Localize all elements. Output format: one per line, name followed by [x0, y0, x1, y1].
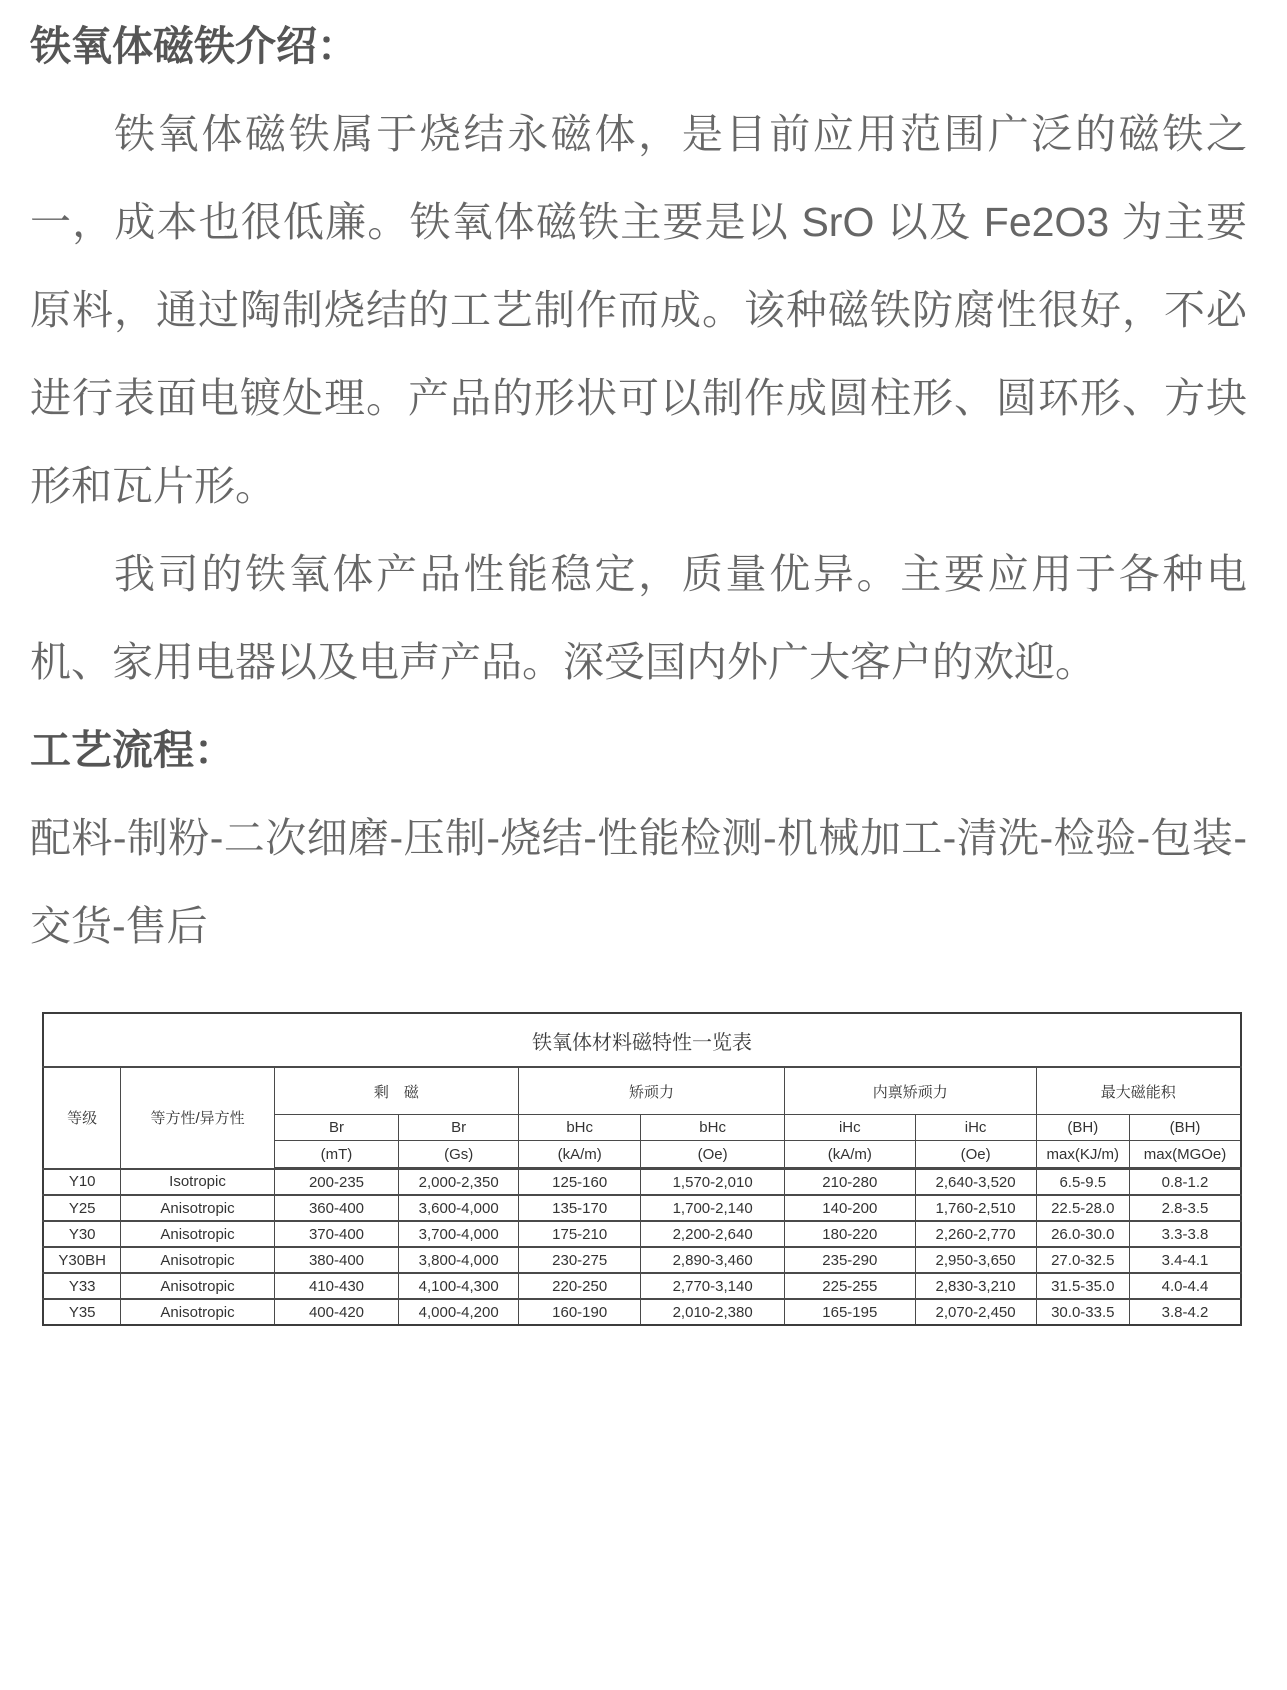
- process-heading: 工艺流程：: [30, 727, 235, 773]
- unit-header: (mT): [274, 1141, 399, 1169]
- unit-header: max(MGOe): [1130, 1141, 1241, 1169]
- group-header-intrinsic-coercivity: 内禀矫顽力: [785, 1067, 1037, 1115]
- table-row-y33: [43, 1273, 1241, 1299]
- group-header-max-energy-product: 最大磁能积: [1036, 1067, 1241, 1115]
- table-cell: 4.0-4.4: [1130, 1273, 1241, 1299]
- table-cell: 4,000-4,200: [399, 1299, 519, 1325]
- table-cell: 2,260-2,770: [915, 1221, 1036, 1247]
- table-cell: 3,700-4,000: [399, 1221, 519, 1247]
- table-cell: 235-290: [785, 1247, 916, 1273]
- group-header-remanence: 剩 磁: [274, 1067, 518, 1115]
- table-cell: 2,770-3,140: [641, 1273, 785, 1299]
- table-cell: Anisotropic: [121, 1195, 274, 1221]
- table-container: [42, 1012, 1247, 1326]
- table-cell: 370-400: [274, 1221, 399, 1247]
- sub-header: iHc: [785, 1115, 916, 1141]
- table-cell: Isotropic: [121, 1169, 274, 1196]
- table-row-y25: [43, 1195, 1241, 1221]
- table-group-header-row: [43, 1067, 1241, 1115]
- unit-header: (Oe): [915, 1141, 1036, 1169]
- sub-header: Br: [399, 1115, 519, 1141]
- table-cell: 2,000-2,350: [399, 1169, 519, 1196]
- table-cell: Y25: [43, 1195, 121, 1221]
- table-cell: Anisotropic: [121, 1299, 274, 1325]
- table-cell: 4,100-4,300: [399, 1273, 519, 1299]
- table-cell: 410-430: [274, 1273, 399, 1299]
- col-header-isotropy: 等方性/异方性: [121, 1067, 274, 1169]
- unit-header: (Gs): [399, 1141, 519, 1169]
- intro-paragraph-2: 我司的铁氧体产品性能稳定，质量优异。主要应用于各种电机、家用电器以及电声产品。深受国内外广大客户的欢迎。: [30, 551, 1247, 685]
- table-cell: 1,570-2,010: [641, 1169, 785, 1196]
- table-cell: Y30: [43, 1221, 121, 1247]
- table-cell: 2,950-3,650: [915, 1247, 1036, 1273]
- table-cell: 2.8-3.5: [1130, 1195, 1241, 1221]
- table-cell: 135-170: [519, 1195, 641, 1221]
- table-cell: 3.8-4.2: [1130, 1299, 1241, 1325]
- table-row-y10: [43, 1169, 1241, 1196]
- table-title-row: [43, 1013, 1241, 1067]
- table-row-y30bh: [43, 1247, 1241, 1273]
- intro-heading: 铁氧体磁铁介绍：: [30, 23, 358, 69]
- table-cell: 1,760-2,510: [915, 1195, 1036, 1221]
- table-cell: 160-190: [519, 1299, 641, 1325]
- unit-header: (kA/m): [519, 1141, 641, 1169]
- unit-header: (kA/m): [785, 1141, 916, 1169]
- group-header-coercivity: 矫顽力: [519, 1067, 785, 1115]
- table-title: 铁氧体材料磁特性一览表: [43, 1013, 1241, 1067]
- table-cell: 140-200: [785, 1195, 916, 1221]
- table-cell: Anisotropic: [121, 1221, 274, 1247]
- sub-header: Br: [274, 1115, 399, 1141]
- table-cell: 400-420: [274, 1299, 399, 1325]
- table-cell: 31.5-35.0: [1036, 1273, 1129, 1299]
- table-cell: 2,890-3,460: [641, 1247, 785, 1273]
- table-cell: 22.5-28.0: [1036, 1195, 1129, 1221]
- sub-header: bHc: [519, 1115, 641, 1141]
- process-flow-text: 配料-制粉-二次细磨-压制-烧结-性能检测-机械加工-清洗-检验-包装-交货-售后: [30, 815, 1247, 949]
- table-cell: Y35: [43, 1299, 121, 1325]
- unit-header: (Oe): [641, 1141, 785, 1169]
- col-header-grade: 等级: [43, 1067, 121, 1169]
- table-cell: 2,830-3,210: [915, 1273, 1036, 1299]
- sub-header: (BH): [1130, 1115, 1241, 1141]
- table-cell: 210-280: [785, 1169, 916, 1196]
- table-cell: 26.0-30.0: [1036, 1221, 1129, 1247]
- table-cell: 3.3-3.8: [1130, 1221, 1241, 1247]
- table-cell: 2,010-2,380: [641, 1299, 785, 1325]
- table-cell: 3,600-4,000: [399, 1195, 519, 1221]
- table-cell: 3.4-4.1: [1130, 1247, 1241, 1273]
- table-cell: 220-250: [519, 1273, 641, 1299]
- table-cell: 0.8-1.2: [1130, 1169, 1241, 1196]
- table-cell: 125-160: [519, 1169, 641, 1196]
- table-row-y35: [43, 1299, 1241, 1325]
- table-cell: 175-210: [519, 1221, 641, 1247]
- table-cell: Y30BH: [43, 1247, 121, 1273]
- table-cell: 27.0-32.5: [1036, 1247, 1129, 1273]
- sub-header: (BH): [1036, 1115, 1129, 1141]
- sub-header: bHc: [641, 1115, 785, 1141]
- table-cell: 225-255: [785, 1273, 916, 1299]
- table-cell: Y33: [43, 1273, 121, 1299]
- unit-header: max(KJ/m): [1036, 1141, 1129, 1169]
- table-cell: 230-275: [519, 1247, 641, 1273]
- table-cell: 2,200-2,640: [641, 1221, 785, 1247]
- table-cell: Anisotropic: [121, 1273, 274, 1299]
- table-cell: 3,800-4,000: [399, 1247, 519, 1273]
- table-cell: Anisotropic: [121, 1247, 274, 1273]
- table-cell: 1,700-2,140: [641, 1195, 785, 1221]
- table-row-y30: [43, 1221, 1241, 1247]
- sub-header: iHc: [915, 1115, 1036, 1141]
- table-cell: 6.5-9.5: [1036, 1169, 1129, 1196]
- table-cell: 180-220: [785, 1221, 916, 1247]
- table-cell: Y10: [43, 1169, 121, 1196]
- intro-paragraph-1: 铁氧体磁铁属于烧结永磁体，是目前应用范围广泛的磁铁之一，成本也很低廉。铁氧体磁铁主要是以 SrO 以及 Fe2O3 为主要原料，通过陶制烧结的工艺制作而成。该种磁铁防腐性很好，不必进行表面电镀处理。产品的形状可以制作成圆柱形、圆环形、方块形和瓦片形。: [30, 111, 1247, 509]
- table-cell: 380-400: [274, 1247, 399, 1273]
- ferrite-properties-table: [42, 1012, 1242, 1326]
- table-cell: 360-400: [274, 1195, 399, 1221]
- table-cell: 165-195: [785, 1299, 916, 1325]
- table-cell: 2,640-3,520: [915, 1169, 1036, 1196]
- table-cell: 30.0-33.5: [1036, 1299, 1129, 1325]
- table-cell: 200-235: [274, 1169, 399, 1196]
- table-cell: 2,070-2,450: [915, 1299, 1036, 1325]
